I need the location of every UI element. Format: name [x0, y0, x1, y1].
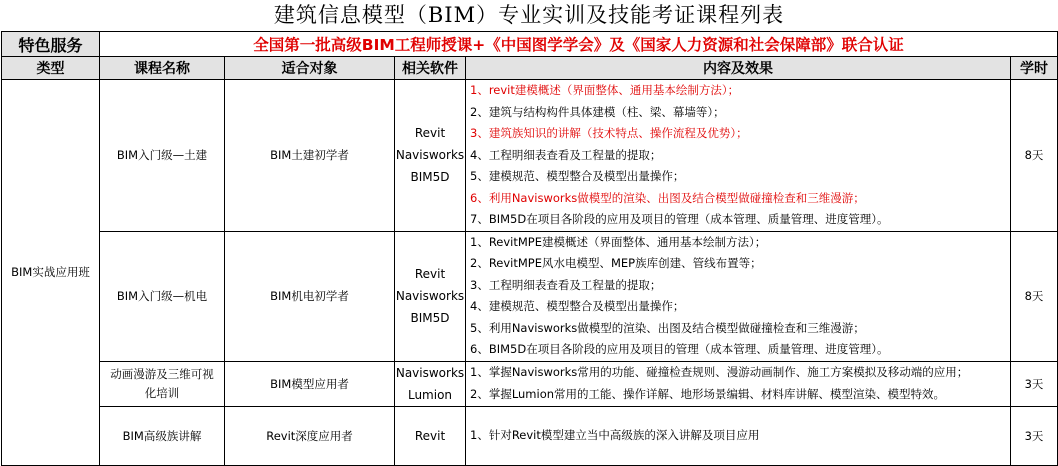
- software-item: Revit: [414, 428, 446, 443]
- content-line: 2、掌握Lumion常用的工能、操作详解、地形场景编辑、材料库讲解、模型渲染、模型特效。: [470, 386, 946, 401]
- content-line: 5、建模规范、模型整合及模型出量操作；: [470, 169, 685, 183]
- header-type: 类型: [2, 57, 100, 80]
- course-content: [466, 80, 1011, 232]
- software-item: BIM5D: [410, 311, 450, 325]
- header-content: 内容及效果: [466, 57, 1011, 80]
- course-software: [395, 231, 466, 361]
- course-name: BIM入门级—机电: [100, 231, 225, 361]
- header-software: 相关软件: [395, 57, 466, 80]
- course-audience: BIM机电初学者: [225, 231, 395, 361]
- course-table: [1, 31, 1058, 466]
- feature-row: [2, 32, 1058, 57]
- software-item: Revit: [414, 126, 446, 141]
- header-row: [2, 57, 1058, 80]
- course-name: BIM高级族讲解: [100, 406, 225, 465]
- content-line: 6、BIM5D在项目各阶段的应用及项目的管理（成本管理、质量管理、进度管理）。: [470, 342, 889, 356]
- course-audience: BIM模型应用者: [225, 361, 395, 406]
- course-hours: 3天: [1011, 361, 1058, 406]
- feature-label: 特色服务: [2, 32, 100, 57]
- content-line: 7、BIM5D在项目各阶段的应用及项目的管理（成本管理、质量管理、进度管理）。: [470, 212, 889, 226]
- software-item: Navisworks: [395, 365, 465, 380]
- header-hours: 学时: [1011, 57, 1058, 80]
- content-line: 2、建筑与结构构件具体建模（柱、梁、幕墙等）；: [470, 104, 725, 119]
- course-name: 动画漫游及三维可视化培训: [100, 361, 225, 406]
- content-line: 5、利用Navisworks做模型的渲染、出图及结合模型做碰撞检查和三维漫游；: [470, 320, 865, 335]
- course-audience: Revit深度应用者: [225, 406, 395, 465]
- content-line: 3、工程明细表查看及工程量的提取；: [470, 277, 662, 292]
- content-line: 1、针对Revit模型建立当中高级族的深入讲解及项目应用: [470, 427, 760, 442]
- content-line: 3、建筑族知识的讲解（技术特点、操作流程及优势）；: [470, 126, 748, 140]
- software-item: BIM5D: [410, 170, 450, 185]
- course-software: [395, 361, 466, 406]
- content-line: 1、掌握Navisworks常用的功能、碰撞检查规则、漫游动画制作、施工方案模拟及移动端的应用；: [470, 365, 969, 379]
- course-software: [395, 80, 466, 232]
- course-content: [466, 361, 1011, 406]
- course-software: [395, 406, 466, 465]
- content-line: 2、RevitMPE风水电模型、MEP族库创建、管线布置等；: [470, 256, 762, 270]
- course-hours: 8天: [1011, 80, 1058, 232]
- course-name: BIM入门级—土建: [100, 80, 225, 232]
- table-row: [2, 361, 1058, 406]
- software-item: Revit: [414, 267, 446, 281]
- table-row: [2, 406, 1058, 465]
- content-line: 4、工程明细表查看及工程量的提取；: [470, 147, 662, 162]
- table-row: [2, 80, 1058, 232]
- software-item: Lumion: [407, 387, 453, 402]
- course-audience: BIM土建初学者: [225, 80, 395, 232]
- software-item: Navisworks: [395, 289, 465, 303]
- feature-text: 全国第一批高级BIM工程师授课+《中国图学学会》及《国家人力资源和社会保障部》联合认证: [100, 32, 1058, 57]
- software-item: Navisworks: [395, 148, 465, 163]
- header-audience: 适合对象: [225, 57, 395, 80]
- table-row: [2, 231, 1058, 361]
- content-line: 1、revit建模概述（界面整体、通用基本绘制方法）；: [470, 83, 740, 97]
- page-title: 建筑信息模型（BIM）专业实训及技能考证课程列表: [273, 3, 785, 27]
- content-line: 1、RevitMPE建模概述（界面整体、通用基本绘制方法）；: [470, 234, 767, 249]
- content-line: 6、利用Navisworks做模型的渲染、出图及结合模型做碰撞检查和三维漫游；: [470, 190, 865, 205]
- course-content: [466, 406, 1011, 465]
- header-course-name: 课程名称: [100, 57, 225, 80]
- category-cell: BIM实战应用班: [2, 80, 100, 466]
- course-hours: 8天: [1011, 231, 1058, 361]
- course-content: [466, 231, 1011, 361]
- content-line: 4、建模规范、模型整合及模型出量操作；: [470, 299, 685, 313]
- course-hours: 3天: [1011, 406, 1058, 465]
